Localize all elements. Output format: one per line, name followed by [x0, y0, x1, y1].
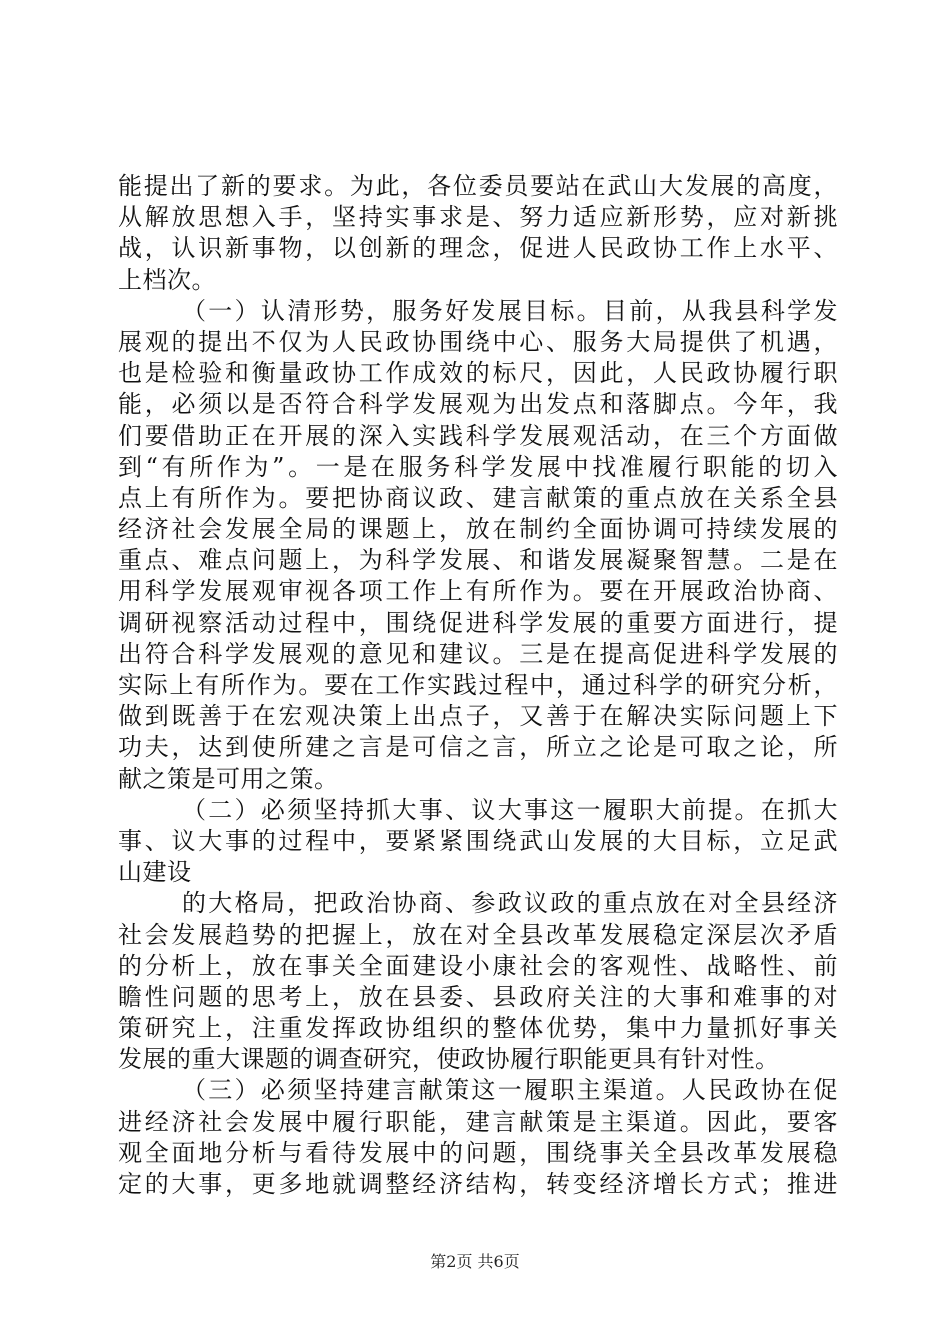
text-line: 定的大事，更多地就调整经济结构，转变经济增长方式；推进 — [118, 1170, 838, 1198]
text-line: 用科学发展观审视各项工作上有所作为。要在开展政治协商、 — [118, 577, 838, 606]
text-line: （三）必须坚持建言献策这一履职主渠道。人民政协在促 — [182, 1076, 838, 1105]
text-line: 实际上有所作为。要在工作实践过程中，通过科学的研究分析， — [118, 671, 838, 699]
text-line: 做到既善于在宏观决策上出点子，又善于在解决实际问题上下 — [118, 702, 838, 731]
text-line: 点上有所作为。要把协商议政、建言献策的重点放在关系全县 — [118, 483, 838, 512]
text-line: 调研视察活动过程中，围绕促进科学发展的重要方面进行，提 — [118, 608, 838, 637]
text-line: 策研究上，注重发挥政协组织的整体优势，集中力量抓好事关 — [118, 1014, 838, 1043]
text-line: （二）必须坚持抓大事、议大事这一履职大前提。在抓大 — [182, 795, 838, 824]
page-footer: 第2页 共6页 — [430, 1252, 520, 1271]
text-line: 从解放思想入手，坚持实事求是、努力适应新形势，应对新挑 — [118, 203, 838, 232]
text-line: 山建设 — [118, 858, 192, 887]
text-line: 事、议大事的过程中，要紧紧围绕武山发展的大目标，立足武 — [118, 826, 838, 855]
document-body — [118, 171, 838, 1200]
text-line: 战，认识新事物，以创新的理念，促进人民政协工作上水平、 — [118, 234, 838, 263]
text-line: 上档次。 — [118, 265, 216, 294]
text-line: 发展的重大课题的调查研究，使政协履行职能更具有针对性。 — [118, 1045, 780, 1074]
text-line: 进经济社会发展中履行职能，建言献策是主渠道。因此，要客 — [118, 1107, 838, 1136]
text-line: 观全面地分析与看待发展中的问题，围绕事关全县改革发展稳 — [118, 1138, 838, 1167]
text-line: 能，必须以是否符合科学发展观为出发点和落脚点。今年，我 — [118, 390, 838, 419]
text-line: 献之策是可用之策。 — [118, 764, 339, 793]
text-line: 到“有所作为”。一是在服务科学发展中找准履行职能的切入 — [118, 452, 838, 481]
text-line: 们要借助正在开展的深入实践科学发展观活动，在三个方面做 — [118, 421, 838, 450]
text-line: 出符合科学发展观的意见和建议。三是在提高促进科学发展的 — [118, 639, 838, 668]
text-line: 能提出了新的要求。为此，各位委员要站在武山大发展的高度， — [118, 172, 838, 200]
text-line: 的分析上，放在事关全面建设小康社会的客观性、战略性、前 — [118, 951, 838, 980]
text-line: 展观的提出不仅为人民政协围绕中心、服务大局提供了机遇， — [118, 327, 838, 356]
text-line: 功夫，达到使所建之言是可信之言，所立之论是可取之论，所 — [118, 733, 838, 762]
text-line: 经济社会发展全局的课题上，放在制约全面协调可持续发展的 — [118, 515, 838, 544]
text-line: 瞻性问题的思考上，放在县委、县政府关注的大事和难事的对 — [118, 982, 838, 1011]
text-line: 的大格局，把政治协商、参政议政的重点放在对全县经济 — [182, 889, 838, 918]
text-line: （一）认清形势，服务好发展目标。目前，从我县科学发 — [182, 296, 838, 325]
text-line: 重点、难点问题上，为科学发展、和谐发展凝聚智慧。二是在 — [118, 546, 838, 575]
text-line: 也是检验和衡量政协工作成效的标尺，因此，人民政协履行职 — [118, 359, 838, 388]
text-line: 社会发展趋势的把握上，放在对全县改革发展稳定深层次矛盾 — [118, 920, 838, 949]
